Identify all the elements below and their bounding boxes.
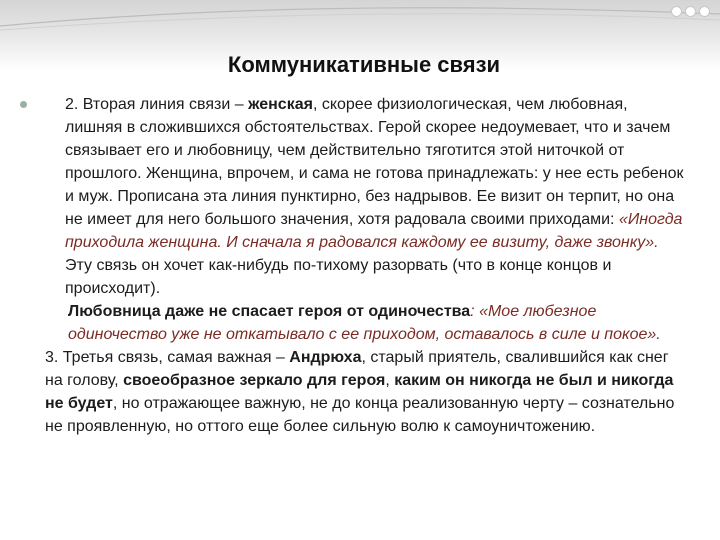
slide-title: Коммуникативные связи bbox=[227, 52, 501, 77]
p3-lead: Третья связь, самая важная – bbox=[58, 349, 290, 366]
paragraph-second-link bbox=[48, 93, 684, 300]
p3-mid1: , старый приятель, свалившийся как снег на голову, bbox=[45, 349, 669, 389]
p3-bold-mirror: своеобразное зеркало для героя bbox=[123, 372, 386, 389]
corner-dots-decoration bbox=[668, 4, 710, 22]
p3-number: 3. bbox=[45, 349, 59, 366]
p3-tail: , но отражающее важную, не до конца реализованную черту – сознательно не проявленную, но оттого еще более сильную волю к самоуничтожению. bbox=[45, 395, 675, 435]
slide-body bbox=[45, 93, 684, 438]
p3-bold-never: каким он никогда не был и никогда не будет bbox=[45, 372, 674, 412]
paragraph-third-link bbox=[45, 346, 684, 438]
p1-lead: 2. Вторая линия связи – bbox=[65, 96, 249, 113]
p1-tail: Эту связь он хочет как-нибудь по-тихому разорвать (что в конце концов и происходит). bbox=[65, 257, 612, 297]
p3-bold-andryukha: Андрюха bbox=[289, 349, 362, 366]
p1-bold: женская bbox=[248, 96, 313, 113]
p3-mid2: , bbox=[385, 372, 395, 389]
p2-colon: : bbox=[470, 303, 480, 320]
paragraph-lover bbox=[48, 300, 684, 346]
p1-quote: «Иногда приходила женщина. И сначала я радовался каждому ее визиту, даже звонку». bbox=[65, 211, 683, 251]
bullet-icon bbox=[20, 101, 27, 108]
p2-quote: «Мое любезное одиночество уже не откатывало с ее приходом, оставалось в силе и покое». bbox=[68, 303, 661, 343]
p2-bold: Любовница даже не спасает героя от одиночества bbox=[68, 303, 471, 320]
header-decorative-lines bbox=[0, 0, 720, 34]
p1-text: , скорее физиологическая, чем любовная, лишняя в сложившихся обстоятельствах. Герой скорее недоумевает, что и зачем связывает его и любовницу, чем действительно тяготится этой ниточкой от прошлого. Женщина, впрочем, и сама не готова принадлежать: у нее есть ребенок и муж. Прописана эта линия пунктирно, без надрывов. Ее визит он терпит, но она не имеет для него большого значения, хотя радовала своими приходами: bbox=[65, 96, 684, 228]
